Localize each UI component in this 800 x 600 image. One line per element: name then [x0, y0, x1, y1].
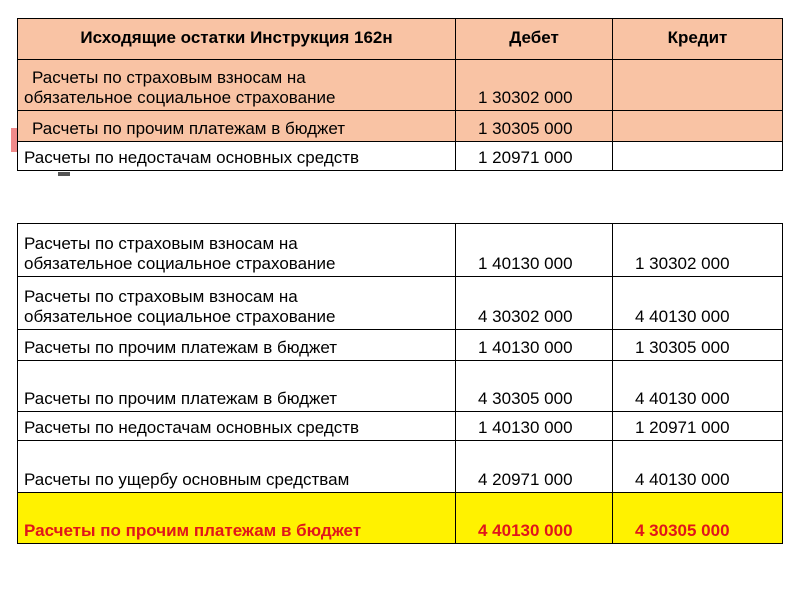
row-debit: 1 20971 000: [456, 142, 613, 171]
row-name-line2: обязательное социальное страхование: [24, 254, 336, 273]
row-debit: 1 30302 000: [456, 60, 613, 111]
table-row: [18, 60, 783, 111]
row-name-cell: [18, 277, 456, 330]
row-name: Расчеты по прочим платежам в бюджет: [18, 361, 456, 412]
row-debit: 4 30302 000: [456, 277, 613, 330]
row-credit: 1 20971 000: [613, 412, 783, 441]
highlighted-table-row: [18, 493, 783, 544]
table-row: [18, 412, 783, 441]
row-credit: [613, 111, 783, 142]
row-debit: 1 40130 000: [456, 412, 613, 441]
row-name: Расчеты по недостачам основных средств: [18, 142, 456, 171]
entries-table: [17, 223, 783, 544]
table-row: [18, 142, 783, 171]
row-debit: 1 40130 000: [456, 330, 613, 361]
row-credit: [613, 142, 783, 171]
table-row: [18, 361, 783, 412]
header-name: Исходящие остатки Инструкция 162н: [18, 19, 456, 60]
row-debit: 4 20971 000: [456, 441, 613, 493]
row-name: Расчеты по прочим платежам в бюджет: [18, 493, 456, 544]
row-debit: 1 30305 000: [456, 111, 613, 142]
row-name-line1: Расчеты по страховым взносам на: [24, 287, 298, 306]
row-name-line1: Расчеты по страховым взносам на: [32, 68, 306, 87]
table-row: [18, 224, 783, 277]
row-credit: 1 30305 000: [613, 330, 783, 361]
row-credit: 4 30305 000: [613, 493, 783, 544]
row-name: [18, 111, 456, 142]
row-name: Расчеты по недостачам основных средств: [18, 412, 456, 441]
table-row: [18, 111, 783, 142]
row-name-cell: [18, 224, 456, 277]
row-name: Расчеты по прочим платежам в бюджет: [18, 330, 456, 361]
table-row: [18, 277, 783, 330]
row-name-cell: [18, 60, 456, 111]
table-row: [18, 330, 783, 361]
row-name-line1: Расчеты по страховым взносам на: [24, 234, 298, 253]
row-credit: 4 40130 000: [613, 277, 783, 330]
row-name-text: Расчеты по прочим платежам в бюджет: [32, 119, 346, 138]
row-credit: 1 30302 000: [613, 224, 783, 277]
row-credit: 4 40130 000: [613, 441, 783, 493]
table-row: [18, 441, 783, 493]
row-credit: [613, 60, 783, 111]
row-credit: 4 40130 000: [613, 361, 783, 412]
header-credit: Кредит: [613, 19, 783, 60]
row-name: Расчеты по ущербу основным средствам: [18, 441, 456, 493]
row-name-line2: обязательное социальное страхование: [24, 88, 336, 107]
decorative-dark-mark: [58, 172, 70, 176]
closing-balances-table: [17, 18, 783, 171]
row-name-line2: обязательное социальное страхование: [24, 307, 336, 326]
row-debit: 4 30305 000: [456, 361, 613, 412]
row-debit: 1 40130 000: [456, 224, 613, 277]
header-debit: Дебет: [456, 19, 613, 60]
table-header-row: [18, 19, 783, 60]
row-debit: 4 40130 000: [456, 493, 613, 544]
